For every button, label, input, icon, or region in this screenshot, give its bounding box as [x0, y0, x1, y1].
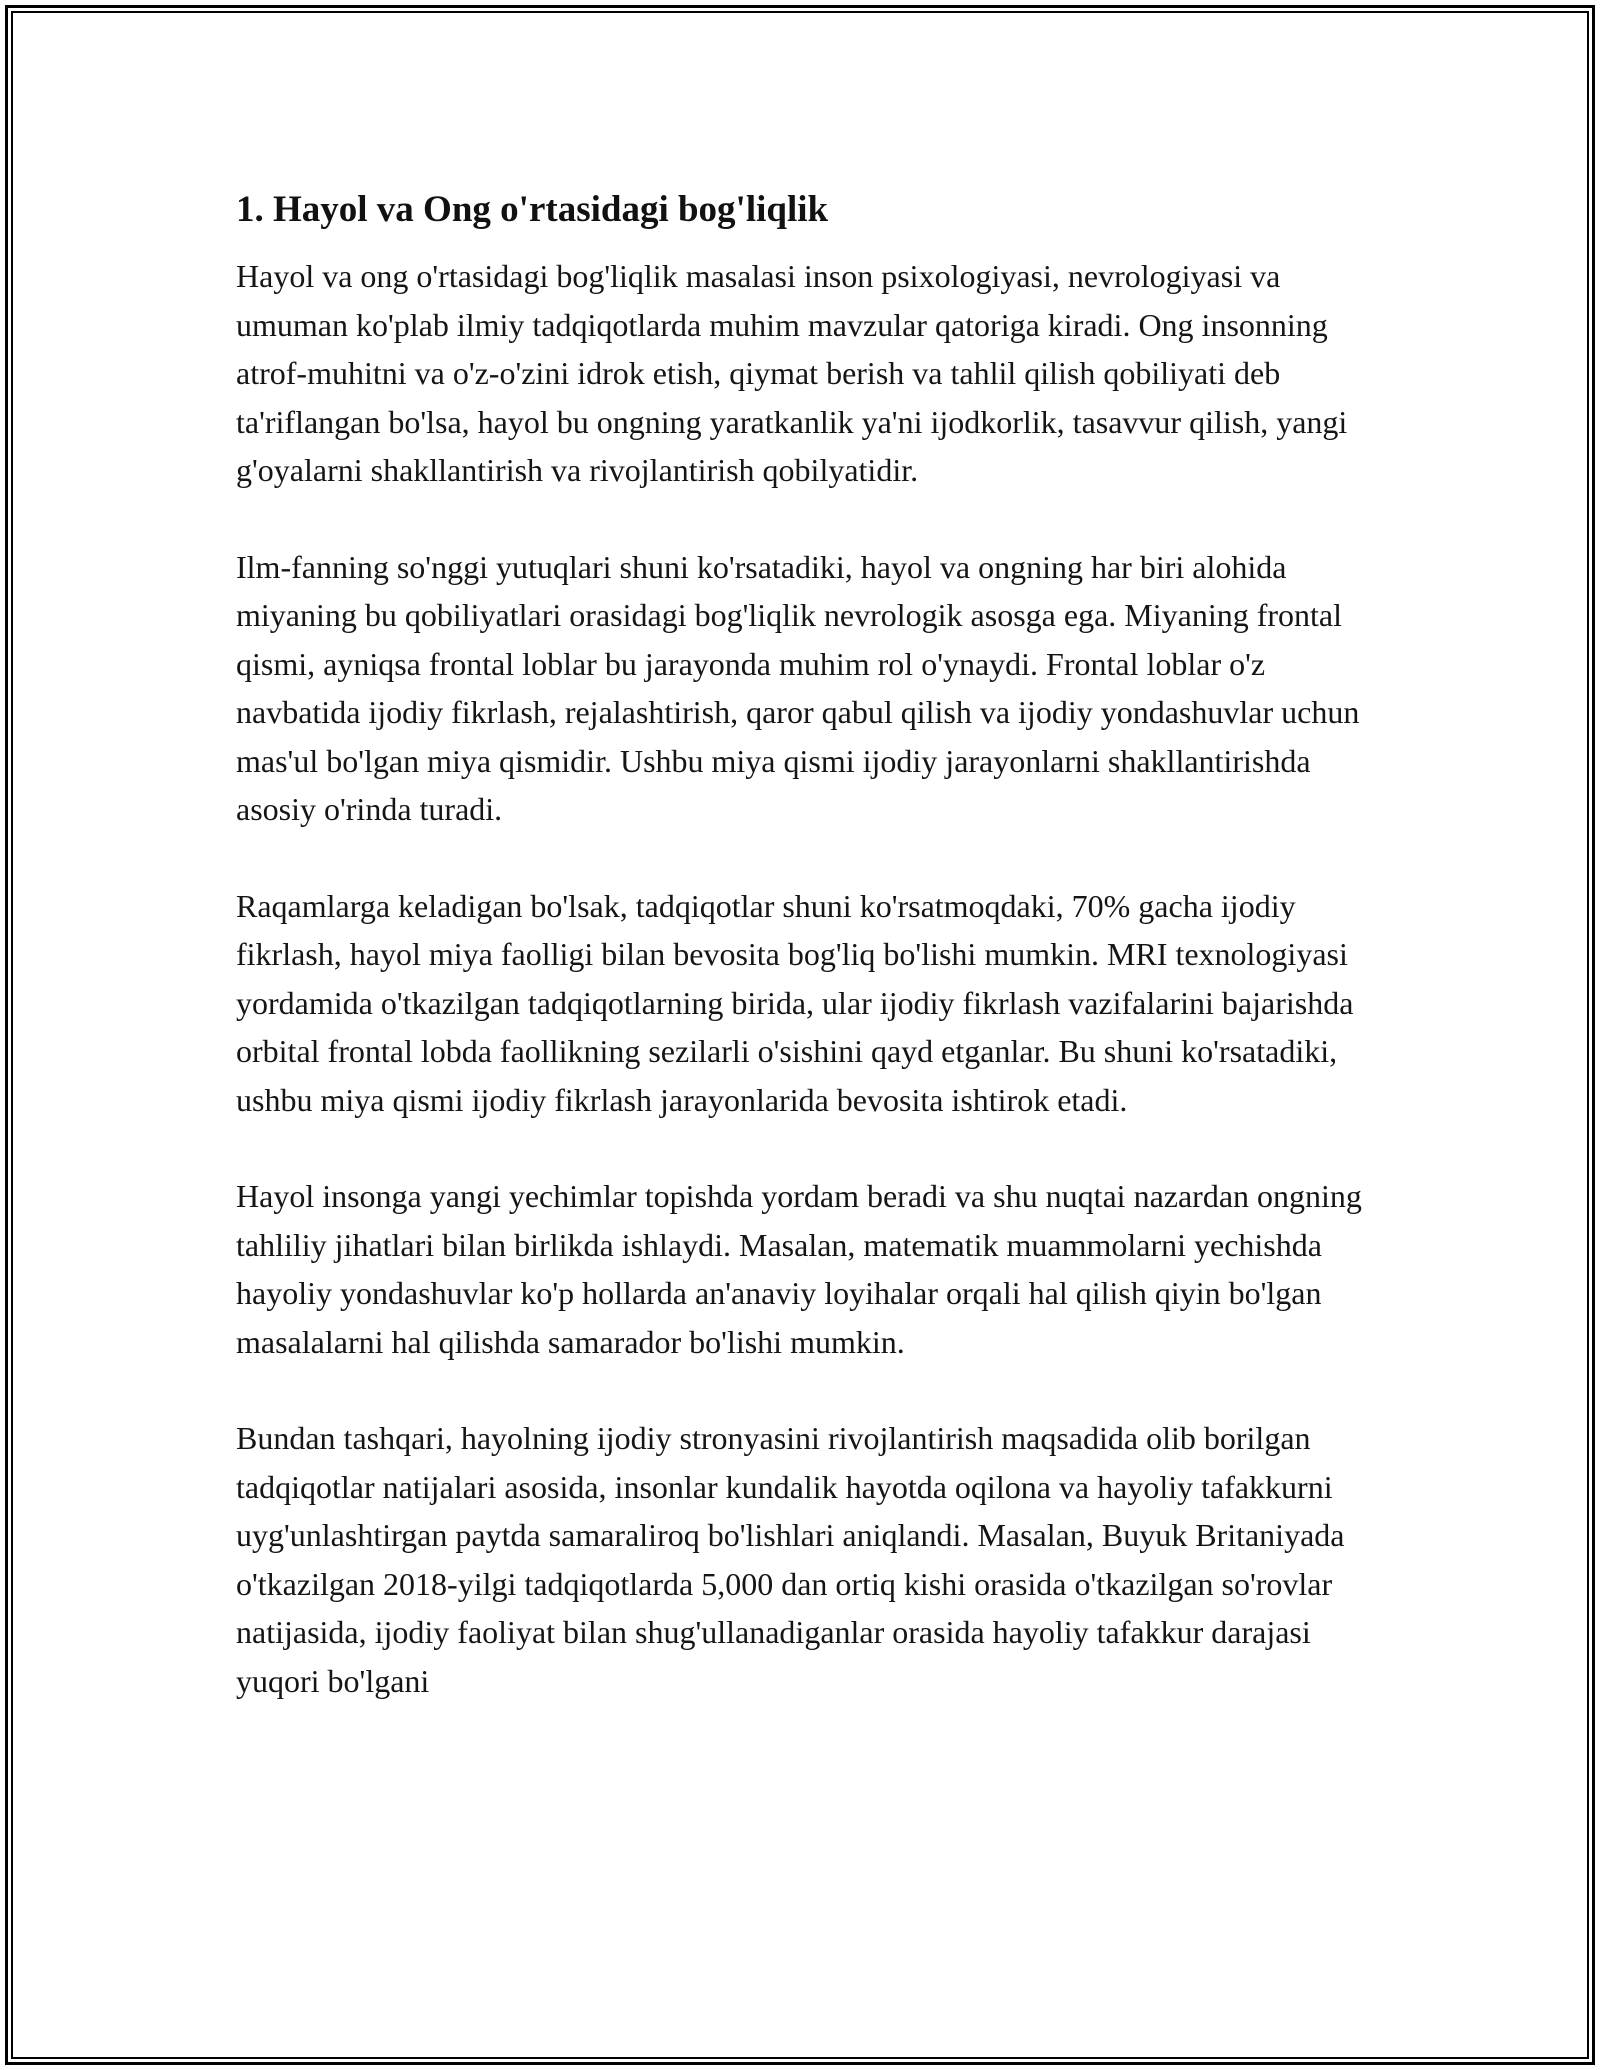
section-heading: 1. Hayol va Ong o'rtasidagi bog'liqlik: [236, 189, 829, 230]
document-body: [236, 186, 1376, 1705]
paragraph-3: Raqamlarga keladigan bo'lsak, tadqiqotlar shuni ko'rsatmoqdaki, 70% gacha ijodiy fikrlash, hayol miya faolligi bilan bevosita bog'liq bo'lishi mumkin. MRI texnologiyasi yordamida o'tkazilgan tadqiqotlarning birida, ular ijodiy fikrlash vazifalarini bajarishda orbital frontal lobda faollikning sezilarli o'sishini qayd etganlar. Bu shuni ko'rsatadiki, ushbu miya qismi ijodiy fikrlash jarayonlarida bevosita ishtirok etadi.: [236, 887, 1354, 1118]
paragraph-5: Bundan tashqari, hayolning ijodiy stronyasini rivojlantirish maqsadida olib borilgan tadqiqotlar natijalari asosida, insonlar kundalik hayotda oqilona va hayoliy tafakkurni uyg'unlashtirgan paytda samaraliroq bo'lishlari aniqlandi. Masalan, Buyuk Britaniyada o'tkazilgan 2018-yilgi tadqiqotlarda 5,000 dan ortiq kishi orasida o'tkazilgan so'rovlar natijasida, ijodiy faoliyat bilan shug'ullanadiganlar orasida hayoliy tafakkur darajasi yuqori bo'lgani: [236, 1420, 1345, 1699]
paragraph-1: Hayol va ong o'rtasidagi bog'liqlik masalasi inson psixologiyasi, nevrologiyasi va umuman ko'plab ilmiy tadqiqotlarda muhim mavzular qatoriga kiradi. Ong insonning atrof-muhitni va o'z-o'zini idrok etish, qiymat berish va tahlil qilish qobiliyati deb ta'riflangan bo'lsa, hayol bu ongning yaratkanlik ya'ni ijodkorlik, tasavvur qilish, yangi g'oyalarni shakllantirish va rivojlantirish qobilyatidir.: [236, 258, 1348, 488]
paragraph-2: Ilm-fanning so'nggi yutuqlari shuni ko'rsatadiki, hayol va ongning har biri alohida miyaning bu qobiliyatlari orasidagi bog'liqlik nevrologik asosga ega. Miyaning frontal qismi, ayniqsa frontal loblar bu jarayonda muhim rol o'ynaydi. Frontal loblar o'z navbatida ijodiy fikrlash, rejalashtirish, qaror qabul qilish va ijodiy yondashuvlar uchun mas'ul bo'lgan miya qismidir. Ushbu miya qismi ijodiy jarayonlarni shakllantirishda asosiy o'rinda turadi.: [236, 548, 1360, 827]
paragraph-4: Hayol insonga yangi yechimlar topishda yordam beradi va shu nuqtai nazardan ongning tahliliy jihatlari bilan birlikda ishlaydi. Masalan, matematik muammolarni yechishda hayoliy yondashuvlar ko'p hollarda an'anaviy loyihalar orqali hal qilish qiyin bo'lgan masalalarni hal qilishda samarador bo'lishi mumkin.: [236, 1178, 1362, 1360]
